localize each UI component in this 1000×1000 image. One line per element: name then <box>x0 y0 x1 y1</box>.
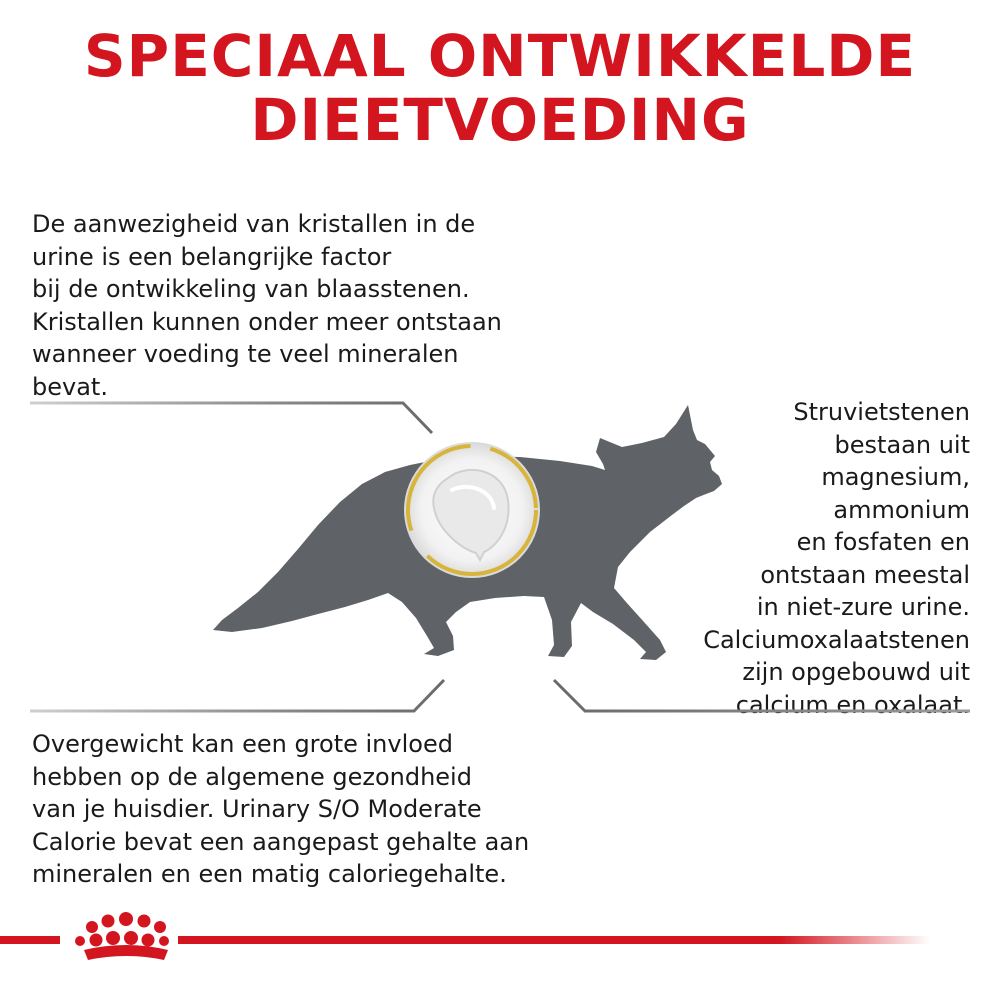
text-line: Calciumoxalaatstenen <box>703 625 970 654</box>
text-line: Calorie bevat een aangepast gehalte aan <box>32 827 530 856</box>
connector-line-right <box>554 680 970 711</box>
royal-canin-crown-logo <box>75 912 169 960</box>
title-line-1: SPECIAAL ONTWIKKELDE <box>83 22 917 90</box>
text-line: van je huisdier. Urinary S/O Moderate <box>32 795 482 823</box>
text-line: calcium en oxalaat. <box>735 690 970 719</box>
text-line: bij de ontwikkeling van blaasstenen. <box>32 275 470 303</box>
text-line: magnesium, <box>821 463 970 491</box>
text-line: urine is een belangrijke factor <box>32 242 392 271</box>
brand-bar <box>0 936 930 944</box>
text-line: ontstaan meestal <box>760 560 970 589</box>
text-line: Overgewicht kan een grote invloed <box>32 730 453 758</box>
text-line: wanneer voeding te veel mineralen <box>32 340 459 368</box>
text-line: hebben op de algemene gezondheid <box>32 762 472 791</box>
text-line: Kristallen kunnen onder meer ontstaan <box>32 307 502 336</box>
text-line: ammonium <box>833 495 970 524</box>
text-line: De aanwezigheid van kristallen in de <box>32 210 476 238</box>
connector-line-bottom <box>30 680 444 711</box>
text-line: zijn opgebouwd uit <box>742 658 970 686</box>
title-line-2: DIEETVOEDING <box>250 86 750 154</box>
red-line-right <box>178 936 930 944</box>
text-line: mineralen en een matig caloriegehalte. <box>32 860 507 888</box>
red-line-left <box>0 936 60 944</box>
text-line: Struvietstenen <box>793 398 970 426</box>
connector-line-top <box>30 403 432 433</box>
text-line: en fosfaten en <box>796 528 970 556</box>
bladder-magnifier <box>404 442 540 578</box>
text-line: bevat. <box>32 372 108 401</box>
text-line: bestaan uit <box>834 430 970 459</box>
text-line: in niet-zure urine. <box>756 593 970 621</box>
